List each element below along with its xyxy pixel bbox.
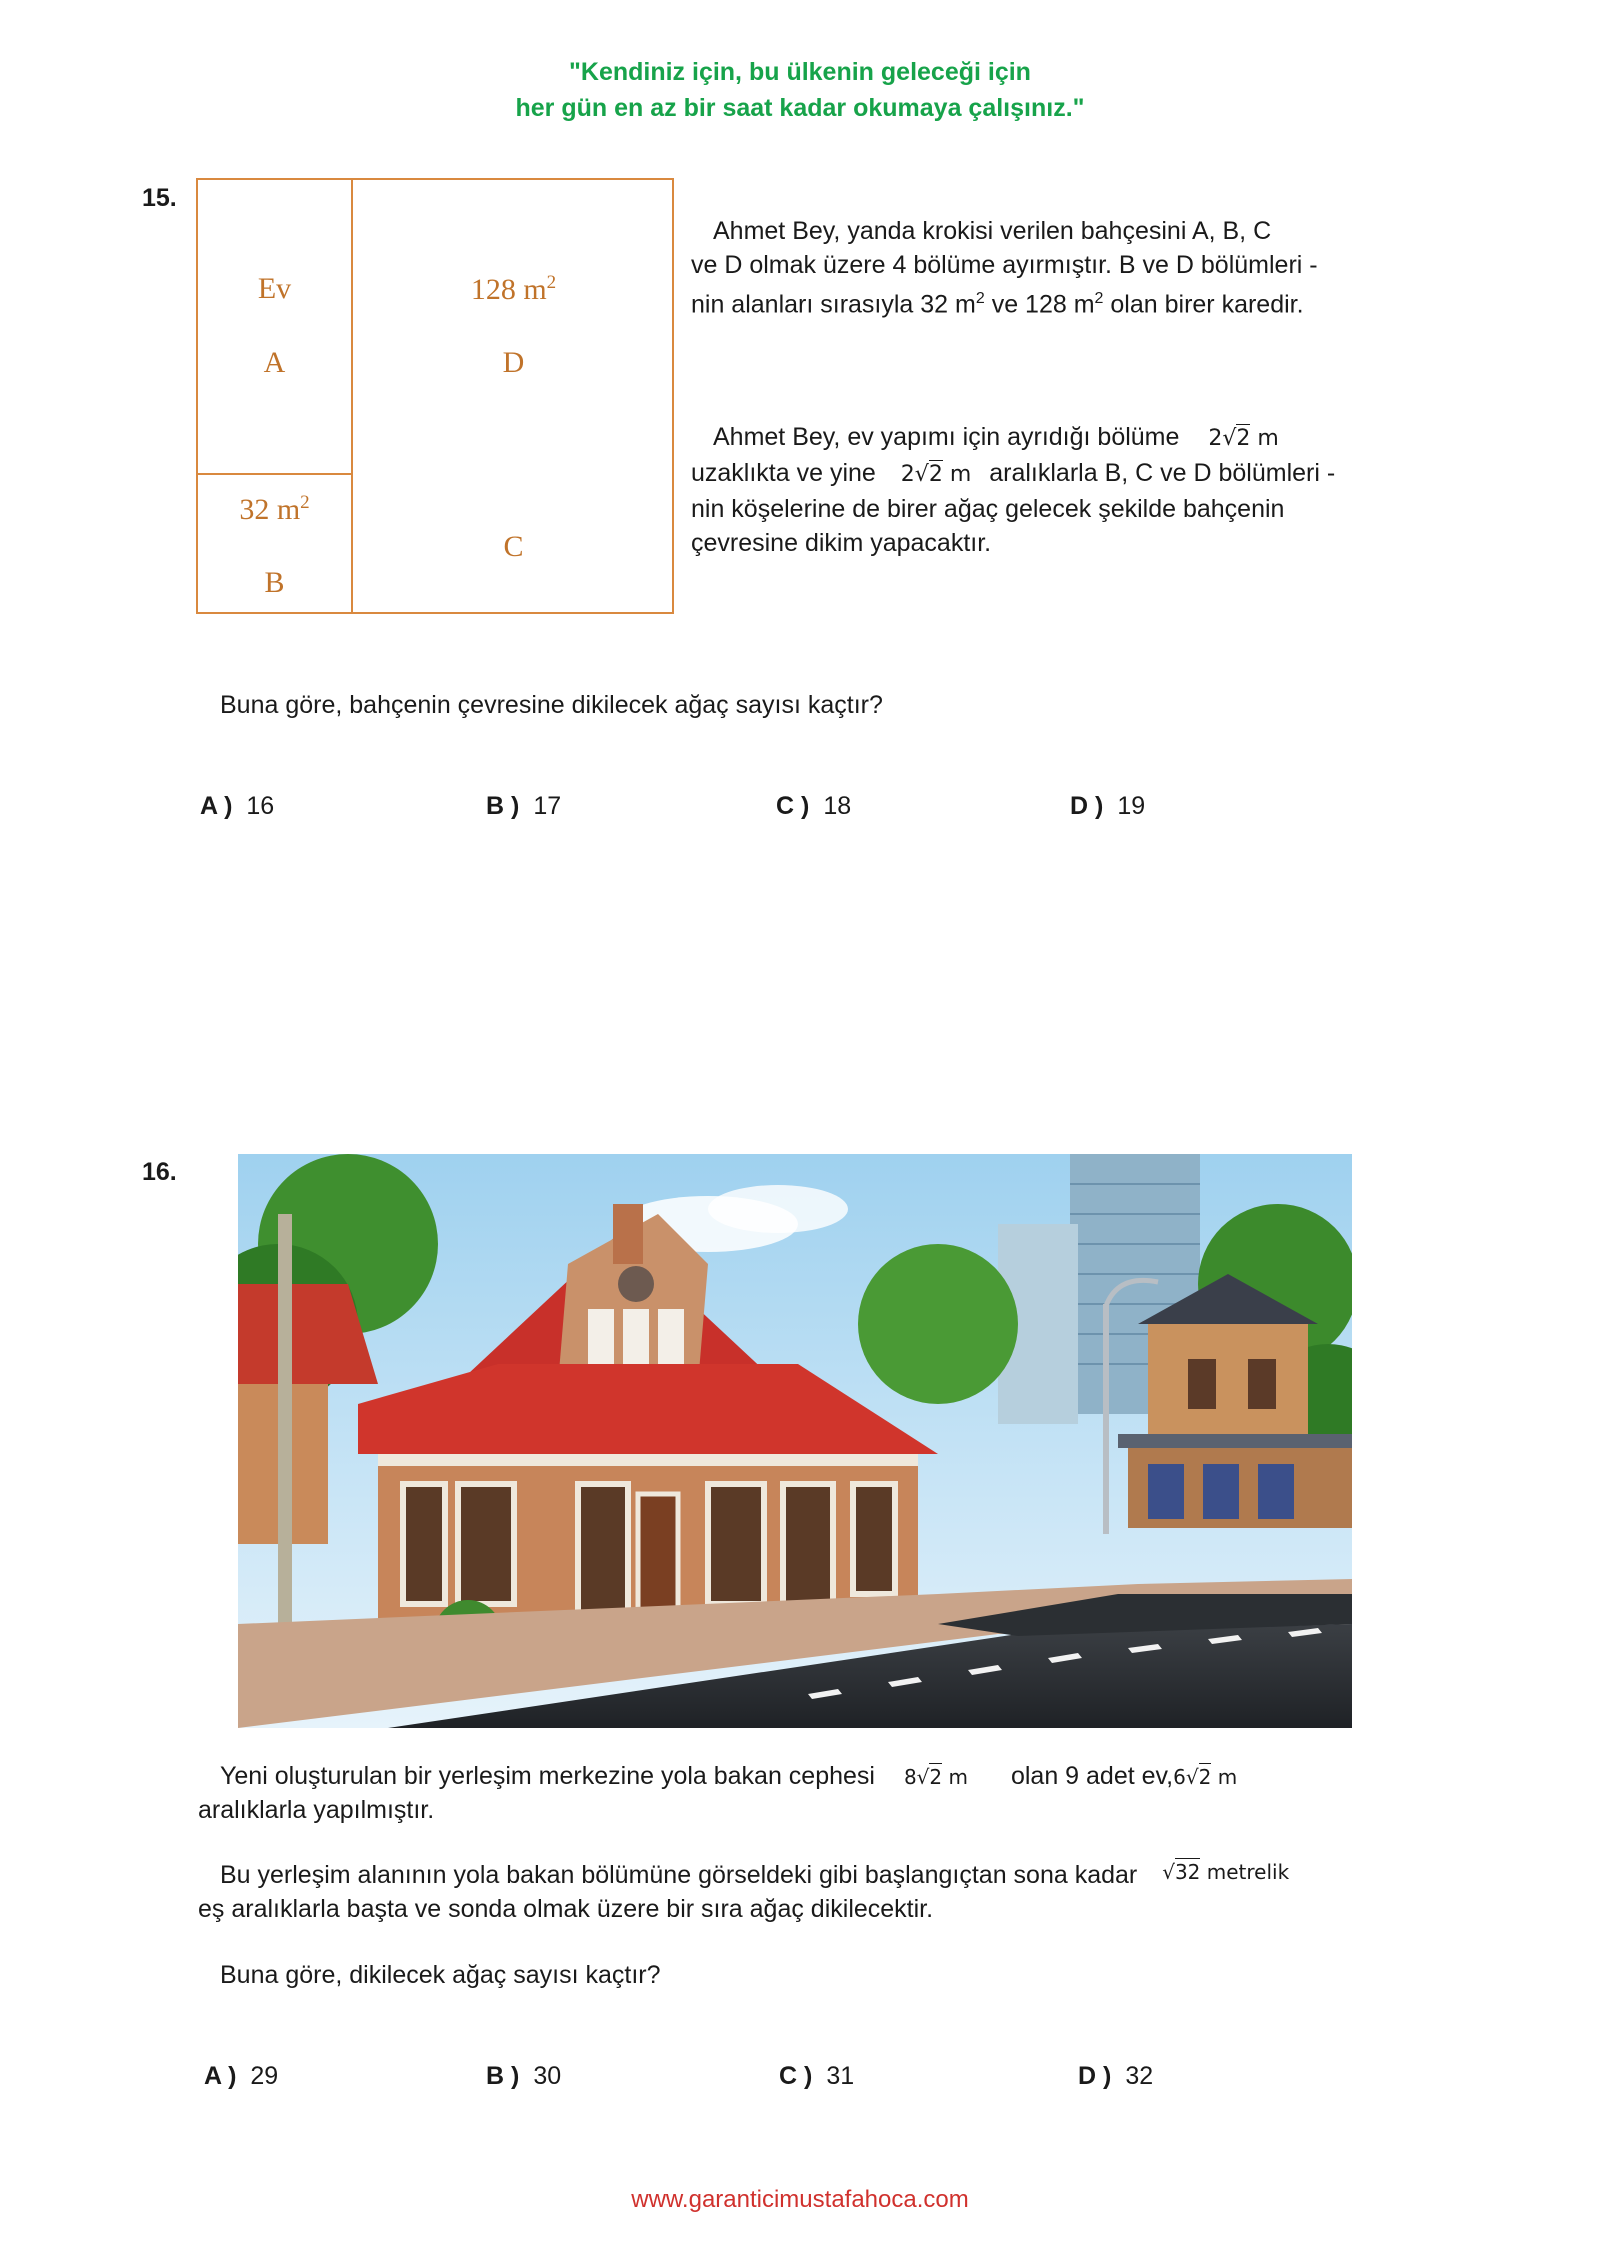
facade-expression: 8√2 m — [903, 1765, 968, 1789]
q15-option-b[interactable]: B ) 17 — [486, 792, 562, 820]
q15-paragraph-2: Ahmet Bey, ev yapımı için ayrıdığı bölüme 2√2 m uzaklıkta ve yine 2√2 m aralıklarla B, C ve D bölümleri - nin köşelerine de birer ağaç gelecek şekilde bahçenin çevresine dikim yapacaktır. — [691, 423, 1336, 557]
q15-option-a[interactable]: A ) 16 — [200, 792, 275, 820]
q15-option-c[interactable]: C ) 18 — [776, 792, 852, 820]
garden-diagram — [196, 178, 674, 614]
spacing-expression: 6√2 m — [1173, 1765, 1238, 1789]
distance-expression: 2√2 m — [1208, 426, 1279, 451]
house-street-illustration — [238, 1154, 1352, 1728]
region-d-letter: D — [502, 346, 525, 379]
region-a-letter: A — [263, 346, 286, 379]
q16-paragraph-2-line-2: eş aralıklarla başta ve sonda olmak üzere bir sıra ağaç dikilecektir. — [198, 1895, 934, 1923]
question-15-number: 15. — [142, 184, 177, 212]
interval-expression: 2√2 m — [900, 462, 972, 487]
q15-question: Buna göre, bahçenin çevresine dikilecek ağaç sayısı kaçtır? — [220, 691, 883, 719]
region-a-label: Ev — [257, 272, 292, 305]
q16-question: Buna göre, dikilecek ağaç sayısı kaçtır? — [220, 1961, 661, 1989]
q16-option-a[interactable]: A ) 29 — [204, 2062, 279, 2090]
q16-paragraph-1-line-2: aralıklarla yapılmıştır. — [198, 1796, 435, 1824]
region-c-letter: C — [503, 530, 524, 563]
question-16-number: 16. — [142, 1158, 177, 1186]
footer-url[interactable]: www.garanticimustafahoca.com — [631, 2186, 969, 2213]
tree-spacing-expression: √32 metrelik — [1162, 1860, 1290, 1884]
q15-paragraph-1: Ahmet Bey, yanda krokisi verilen bahçesini A, B, C ve D olmak üzere 4 bölüme ayırmıştır. B ve D bölümleri - nin alanları sırasıyla 32 $m^2$ ve 128 $m^2$ olan birer karedir. — [691, 217, 1318, 319]
region-d-area: 128 $m^2$ — [470, 272, 557, 306]
q16-option-c[interactable]: C ) 31 — [779, 2062, 855, 2090]
q15-option-d[interactable]: D ) 19 — [1070, 792, 1146, 820]
region-b-letter: B — [264, 566, 285, 599]
q16-option-b[interactable]: B ) 30 — [486, 2062, 562, 2090]
motto-line-2: her gün en az bir saat kadar okumaya çalışınız." — [515, 94, 1085, 122]
region-b-area: 32 $m^2$ — [239, 492, 310, 526]
motto-line-1: "Kendiniz için, bu ülkenin geleceği için — [569, 58, 1031, 86]
q16-option-d[interactable]: D ) 32 — [1078, 2062, 1154, 2090]
diagram-divider-horizontal — [198, 473, 353, 475]
q16-paragraph-2: Bu yerleşim alanının yola bakan bölümüne görseldeki gibi başlangıçtan sona kadar √32 metrelik — [220, 1860, 1290, 1889]
q16-paragraph-1: Yeni oluşturulan bir yerleşim merkezine yola bakan cephesi 8√2 m olan 9 adet ev,6√2 m — [220, 1762, 1238, 1790]
